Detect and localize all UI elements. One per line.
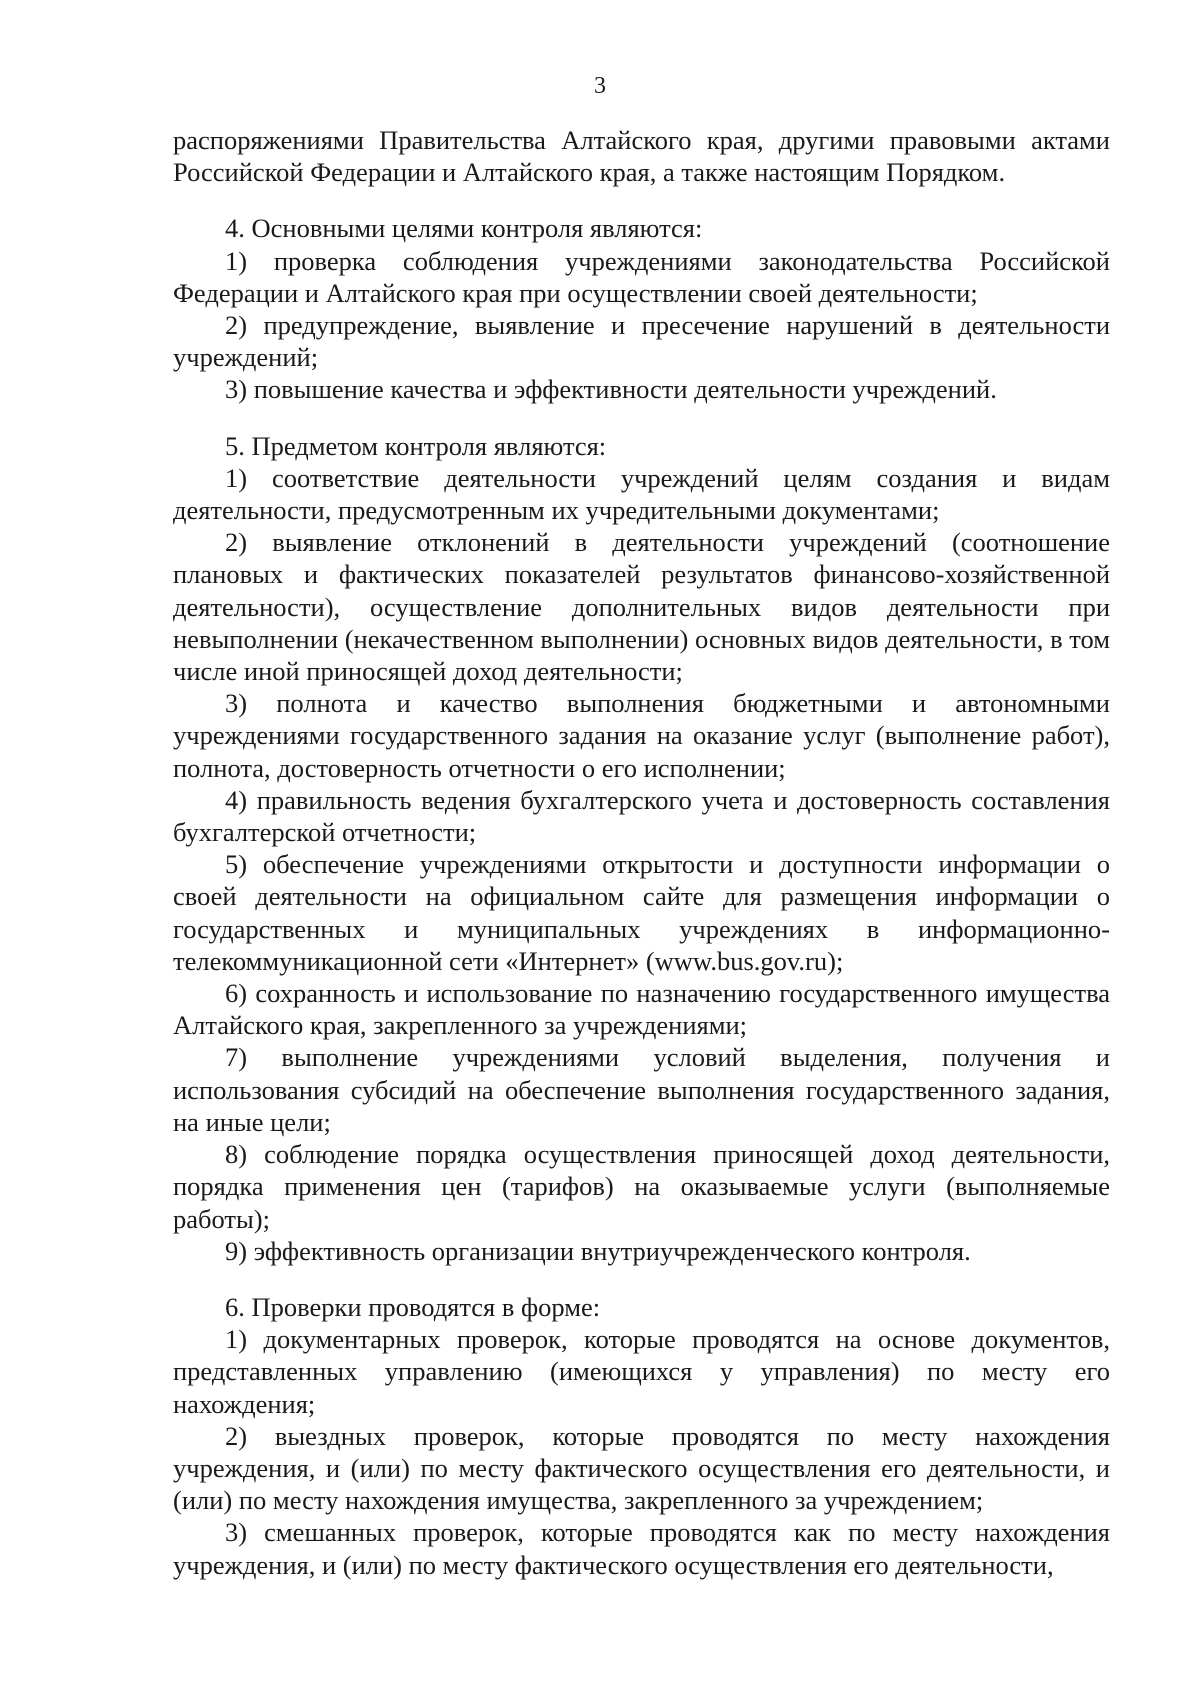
list-item: 6) сохранность и использование по назначению государственного имущества Алтайского края, закрепленного за учреждениями; (173, 978, 1110, 1041)
list-item: 7) выполнение учреждениями условий выделения, получения и использования субсидий на обеспечение выполнения государственного задания, на иные цели; (173, 1042, 1110, 1137)
page-number: 3 (594, 73, 606, 99)
list-item: 4) правильность ведения бухгалтерского учета и достоверность составления бухгалтерской отчетности; (173, 784, 1110, 848)
list-item: 3) повышение качества и эффективности деятельности учреждений. (225, 374, 997, 405)
list-item: 1) проверка соблюдения учреждениями законодательства Российской Федерации и Алтайского края при осуществлении своей деятельности; (173, 245, 1110, 308)
list-item: 1) документарных проверок, которые проводятся на основе документов, представленных управлению (имеющихся у управления) по месту его нахождения; (173, 1324, 1110, 1419)
list-item: 5) обеспечение учреждениями открытости и доступности информации о своей деятельности на официальном сайте для размещения информации о государственных и муниципальных учреждениях в информационно-телекоммуникационной сети «Интернет» (www.bus.gov.ru); (173, 849, 1110, 976)
list-item: 9) эффективность организации внутриучрежденческого контроля. (225, 1235, 971, 1266)
list-item: 3) полнота и качество выполнения бюджетными и автономными учреждениями государственного задания на оказание услуг (выполнение работ), полнота, достоверность отчетности о его исполнении; (173, 688, 1110, 783)
list-item: 2) предупреждение, выявление и пресечение нарушений в деятельности учреждений; (173, 310, 1110, 373)
section-heading-5: 5. Предметом контроля являются: (225, 430, 607, 461)
list-item: 3) смешанных проверок, которые проводятся как по месту нахождения учреждения, и (или) по месту фактического осуществления его деятельности, (173, 1517, 1110, 1580)
list-item: 2) выявление отклонений в деятельности учреждений (соотношение плановых и фактических показателей результатов финансово-хозяйственной деятельности), осуществление дополнительных видов деятельности при невыполнении (некачественном выполнении) основных видов деятельности, в том числе иной приносящей доход деятельности; (173, 527, 1110, 687)
section-heading-6: 6. Проверки проводятся в форме: (225, 1291, 601, 1322)
document-body (173, 124, 1110, 1581)
paragraph-continuation: распоряжениями Правительства Алтайского края, другими правовыми актами Российской Федерации и Алтайского края, а также настоящим Порядком. (173, 125, 1110, 188)
list-item: 1) соответствие деятельности учреждений целям создания и видам деятельности, предусмотренным их учредительными документами; (173, 462, 1110, 526)
list-item: 8) соблюдение порядка осуществления приносящей доход деятельности, порядка применения цен (тарифов) на оказываемые услуги (выполняемые работы); (173, 1139, 1110, 1234)
list-item: 2) выездных проверок, которые проводятся по месту нахождения учреждения, и (или) по месту фактического осуществления его деятельности, и (или) по месту нахождения имущества, закрепленного за учреждением; (173, 1420, 1110, 1516)
section-heading-4: 4. Основными целями контроля являются: (225, 213, 703, 244)
